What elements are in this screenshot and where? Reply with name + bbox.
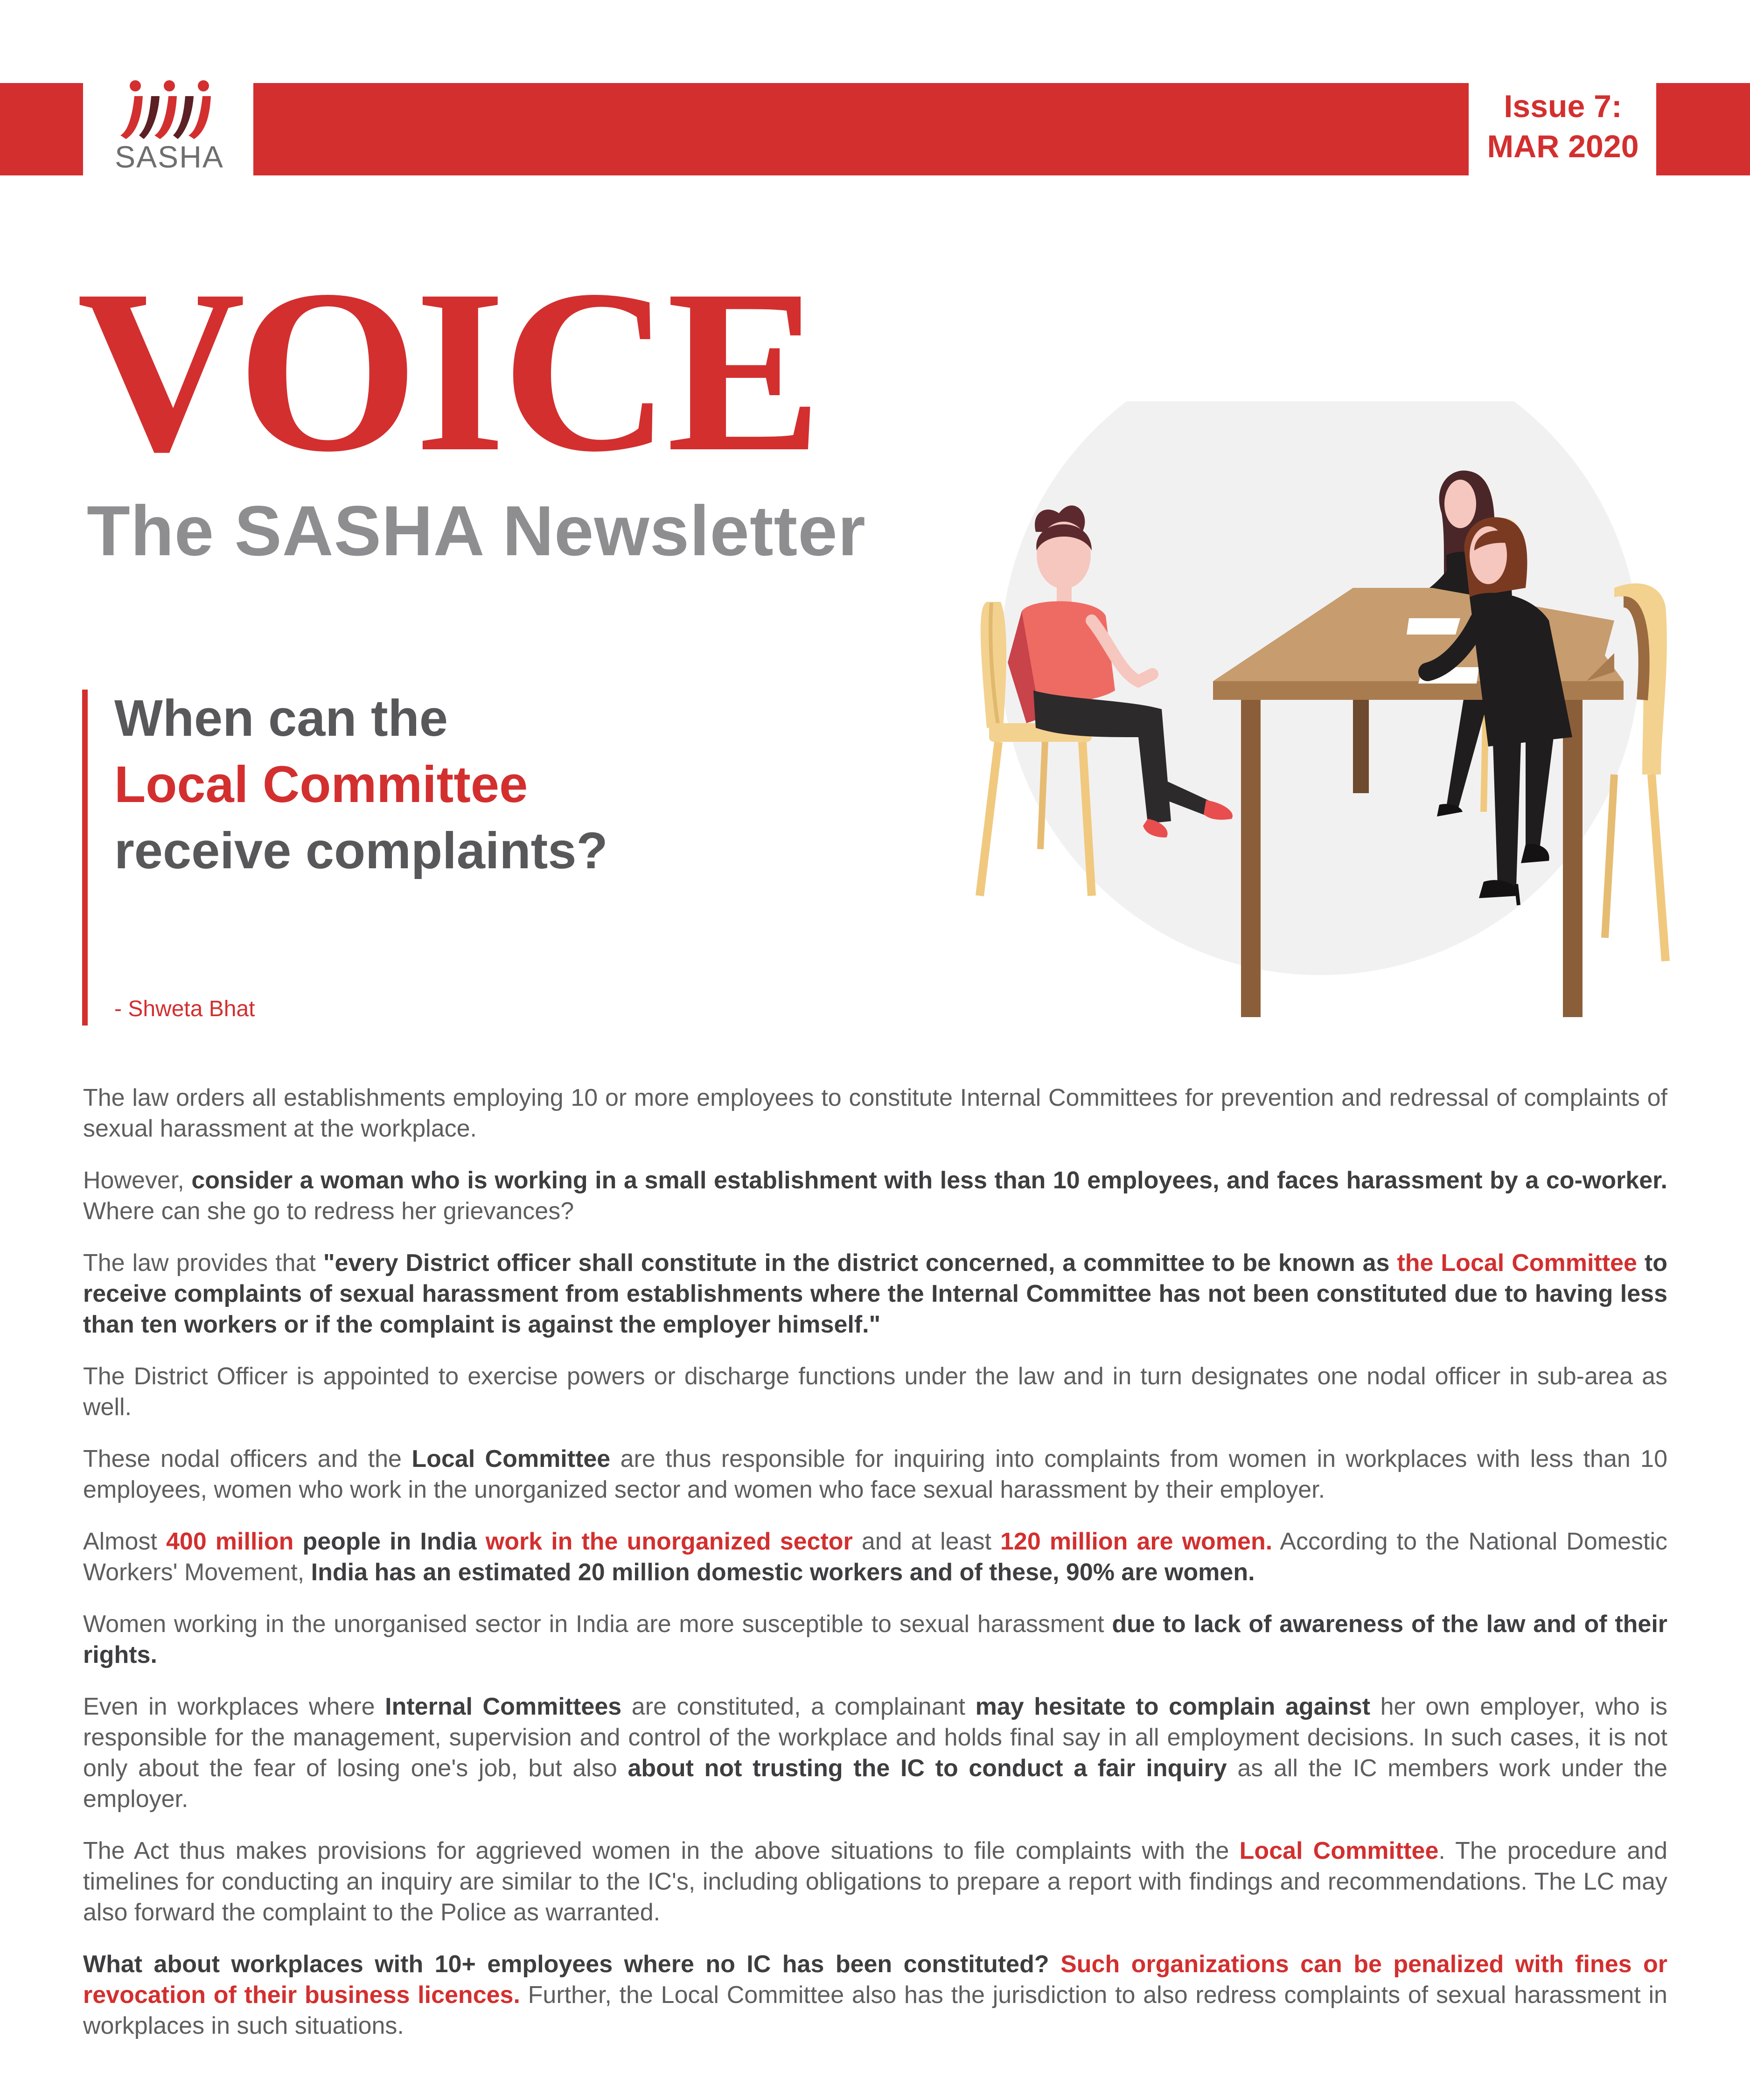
p6-text-g: According to the National Domestic Workers' Movement, [83,1528,1667,1586]
paragraph-4 [83,1361,1667,1423]
paragraph-10 [83,1949,1667,2041]
p6-text-d: work in the unorganized sector [485,1528,853,1555]
issue-label: Issue 7: [1504,89,1622,124]
p8-text-c: are constituted, a complainant [621,1693,976,1720]
headline-line-1: When can the [114,690,448,747]
headline-accent-bar [82,690,88,1026]
p8-text-a: Even in workplaces where [83,1693,385,1720]
paragraph-7 [83,1609,1667,1670]
p4-text: The District Officer is appointed to exercise powers or discharge functions under the law and in turn designates one nodal officer in sub-area as well. [83,1363,1667,1421]
meeting-illustration [952,401,1689,1036]
p8-text-e: her own employer, who is responsible for the management, supervision and control of the workplace and holds final say in all employment decisions. In such cases, it is not only about the fear of losing one's job, but also [83,1693,1667,1782]
p8-text-b: Internal Committees [385,1693,622,1720]
p6-text-a: Almost [83,1528,166,1555]
p2-text-b: consider a woman who is working in a small establishment with less than 10 employees, and faces harassment by a co-worker. [191,1167,1667,1194]
p3-text-c: the Local Committee [1397,1249,1637,1277]
author-byline: - Shweta Bhat [114,997,255,1021]
p8-text-f: about not trusting the IC to conduct a fair inquiry [627,1755,1227,1782]
p2-text-a: However, [83,1167,192,1194]
header-band [253,83,1469,175]
p5-text-c: are thus responsible for inquiring into complaints from women in workplaces with less than 10 employees, women who work in the unorganized sector and women who face sexual harassment by their employer. [83,1445,1668,1503]
p10-text-a: What about workplaces with 10+ employees where no IC has been constituted? [83,1951,1049,1978]
headline-line-2: Local Committee [114,756,528,813]
paragraph-9 [83,1835,1667,1928]
p9-text-c: . The procedure and timelines for conducting an inquiry are similar to the IC's, including obligations to prepare a report with findings and recommendations. The LC may also forward the complaint to the Police as warranted. [83,1837,1667,1926]
paragraph-8 [83,1691,1667,1814]
article-body [83,1082,1667,2062]
p6-text-b: 400 million [166,1528,294,1555]
issue-date: MAR 2020 [1487,129,1639,164]
p1-text: The law orders all establishments employing 10 or more employees to constitute Internal Committees for prevention and redressal of complaints of sexual harassment at the workplace. [83,1084,1667,1142]
p7-text-a: Women working in the unorganised sector in India are more susceptible to sexual harassment [83,1611,1112,1638]
logo-text: SASHA [115,140,224,174]
p6-text-f: 120 million are women. [1000,1528,1273,1555]
p10-text-c: Further, the Local Committee also has the jurisdiction to also redress complaints of sexual harassment in workplaces in such situations. [83,1981,1667,2039]
p7-text-b: due to lack of awareness of the law and of their rights. [83,1611,1668,1668]
paragraph-5 [83,1444,1667,1505]
p5-text-b: Local Committee [411,1445,611,1472]
paragraph-2 [83,1165,1667,1227]
p6-text-h: India has an estimated 20 million domestic workers and of these, 90% are women. [311,1559,1255,1586]
newsletter-subtitle: The SASHA Newsletter [87,491,866,571]
sasha-logo-icon [116,79,223,140]
p9-text-a: The Act thus makes provisions for aggrieved women in the above situations to file complaints with the [83,1837,1240,1864]
newsletter-title: VOICE [77,242,819,500]
issue-info [1470,86,1656,167]
p2-text-c: Where can she go to redress her grievances? [83,1198,574,1225]
sasha-logo [106,75,232,182]
paragraph-1 [83,1082,1667,1144]
paper-1 [1407,618,1460,635]
p3-text-b: "every District officer shall constitute in the district concerned, a committee to be known as [323,1249,1397,1277]
paragraph-6 [83,1526,1667,1588]
header-band-left [0,83,83,175]
p5-text-a: These nodal officers and the [83,1445,412,1472]
paragraph-3 [83,1248,1667,1340]
p3-text-a: The law provides that [83,1249,323,1277]
p3-text-d: to receive complaints of sexual harassment from establishments where the Internal Committee has not been constituted due to having less than ten workers or if the complaint is against the employer himself." [83,1249,1668,1338]
p6-text-c: people in India [293,1528,486,1555]
p6-text-e: and at least [852,1528,1001,1555]
p8-text-d: may hesitate to complain against [975,1693,1371,1720]
p8-text-g: as all the IC members work under the employer. [83,1755,1668,1813]
header-band-right [1656,83,1750,175]
headline-line-3: receive complaints? [114,822,608,879]
p9-text-b: Local Committee [1239,1837,1439,1864]
p10-text-b: Such organizations can be penalized with fines or revocation of their business licences. [83,1951,1667,2009]
